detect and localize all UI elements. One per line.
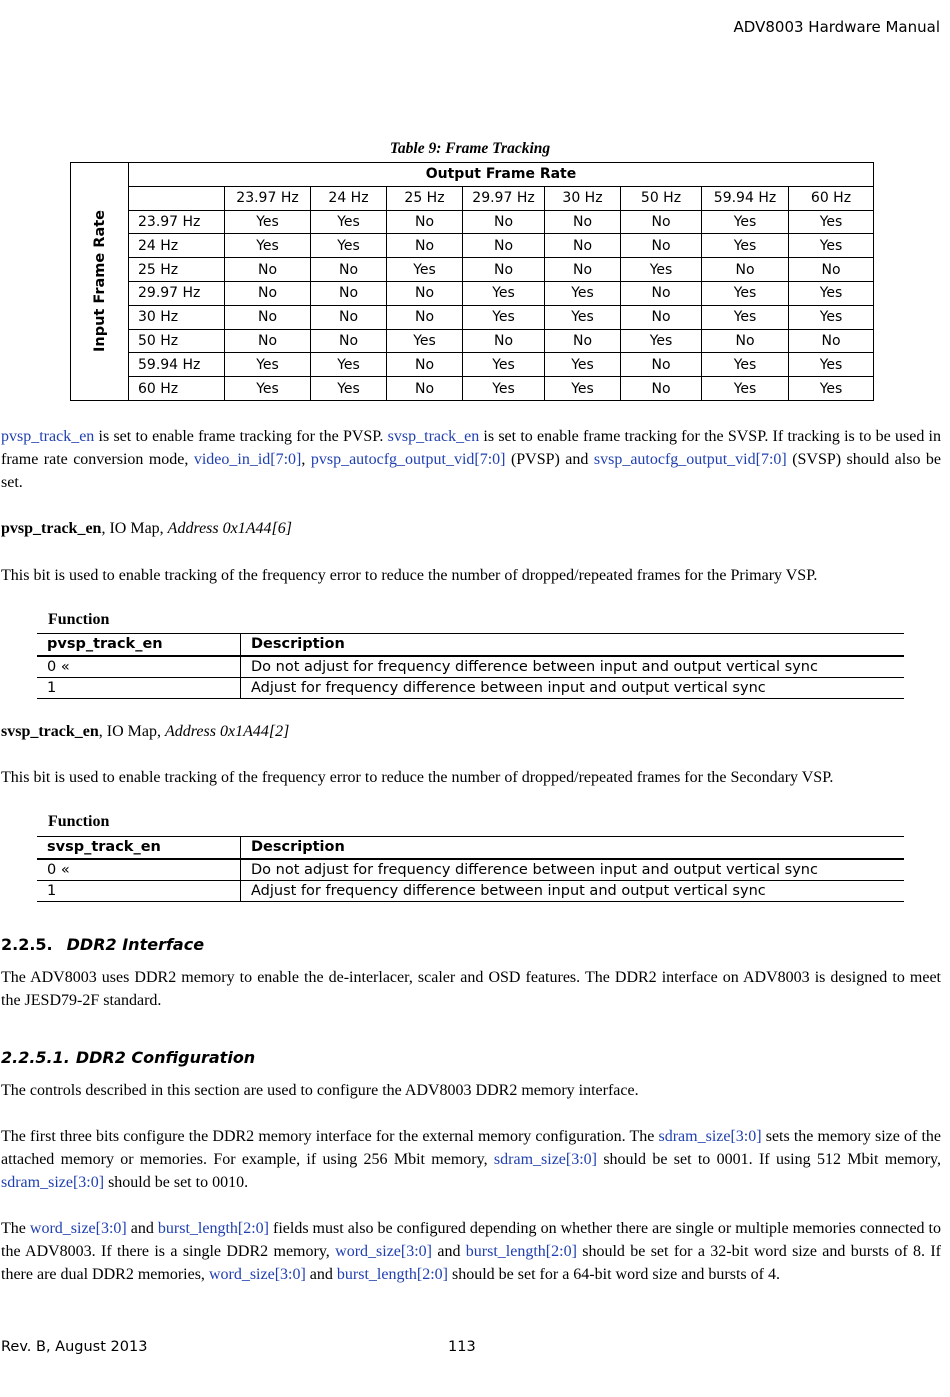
table-cell: No <box>545 210 621 234</box>
section-heading-ddr2-configuration: 2.2.5.1. DDR2 Configuration <box>1 1048 256 1067</box>
table-cell: Yes <box>545 281 621 305</box>
table-row <box>71 210 874 234</box>
link-sdram-size[interactable]: sdram_size[3:0] <box>658 1128 762 1145</box>
function-value: 0 « <box>37 859 241 881</box>
column-header: 30 Hz <box>545 186 621 210</box>
table-cell: Yes <box>789 210 874 234</box>
table-cell: Yes <box>789 305 874 329</box>
table-cell: Yes <box>545 305 621 329</box>
table-cell: Yes <box>225 210 311 234</box>
function-description: Do not adjust for frequency difference between input and output vertical sync <box>241 656 905 678</box>
frame-tracking-table <box>70 162 874 401</box>
row-label: 50 Hz <box>129 329 225 353</box>
table-cell: No <box>621 377 702 401</box>
function-description: Do not adjust for frequency difference between input and output vertical sync <box>241 859 905 881</box>
table-cell: Yes <box>387 329 463 353</box>
table-cell: No <box>311 258 387 282</box>
pvsp-register-heading: pvsp_track_en, IO Map, Address 0x1A44[6] <box>1 520 292 537</box>
function-col-name: svsp_track_en <box>37 837 241 860</box>
table-row <box>71 305 874 329</box>
column-header: 29.97 Hz <box>463 186 545 210</box>
word-size-paragraph: The word_size[3:0] and burst_length[2:0] fields must also be configured depending on whether there are single or multiple memories connected to the ADV8003. If there is a single DDR2 memory, word_size[3:0] and burst_length[2:0] should be set for a 32-bit word size and bursts of 8. If there are dual DDR2 memories, word_size[3:0] and burst_length[2:0] should be set for a 64-bit word size and bursts of 4. <box>1 1220 942 1283</box>
table-cell: No <box>545 258 621 282</box>
table-cell: No <box>545 234 621 258</box>
column-header: 24 Hz <box>311 186 387 210</box>
table-cell: Yes <box>387 258 463 282</box>
table-row <box>71 234 874 258</box>
link-burst-length[interactable]: burst_length[2:0] <box>465 1243 577 1260</box>
pvsp-function-label: Function <box>48 611 110 628</box>
table-header-row <box>71 163 874 187</box>
table-row <box>71 377 874 401</box>
function-table-header <box>37 837 904 860</box>
table-cell: No <box>463 210 545 234</box>
table-cell: Yes <box>789 281 874 305</box>
section-heading-ddr2-interface: 2.2.5. DDR2 Interface <box>1 935 205 954</box>
svsp-function-label: Function <box>48 813 110 830</box>
table-cell: No <box>702 329 789 353</box>
table-cell: No <box>463 329 545 353</box>
table-cell: Yes <box>545 377 621 401</box>
row-label: 30 Hz <box>129 305 225 329</box>
table-cell: No <box>225 281 311 305</box>
table-cell: Yes <box>311 234 387 258</box>
table-row <box>37 678 904 699</box>
table-cell: No <box>225 329 311 353</box>
table-cell: Yes <box>702 377 789 401</box>
input-frame-rate-label: Input Frame Rate <box>71 163 129 401</box>
link-burst-length[interactable]: burst_length[2:0] <box>336 1266 448 1283</box>
table-cell: Yes <box>311 377 387 401</box>
table-cell: Yes <box>311 210 387 234</box>
table-cell: No <box>545 329 621 353</box>
table-cell: No <box>621 353 702 377</box>
table-cell: Yes <box>789 377 874 401</box>
footer-revision: Rev. B, August 2013 <box>1 1339 148 1355</box>
column-header-row <box>71 186 874 210</box>
table-cell: No <box>621 234 702 258</box>
table-cell: No <box>387 210 463 234</box>
row-label: 25 Hz <box>129 258 225 282</box>
function-value: 1 <box>37 881 241 902</box>
table-row <box>71 281 874 305</box>
table-row <box>37 656 904 678</box>
svsp-register-heading: svsp_track_en, IO Map, Address 0x1A44[2] <box>1 723 290 740</box>
table-row <box>71 353 874 377</box>
table-row <box>71 258 874 282</box>
table-cell: Yes <box>463 281 545 305</box>
table-cell: No <box>311 281 387 305</box>
link-word-size[interactable]: word_size[3:0] <box>29 1220 127 1237</box>
table-row <box>71 329 874 353</box>
table-cell: No <box>387 353 463 377</box>
table-cell: Yes <box>311 353 387 377</box>
table-cell: No <box>621 281 702 305</box>
table-cell: Yes <box>702 353 789 377</box>
table-cell: No <box>702 258 789 282</box>
function-col-name: pvsp_track_en <box>37 634 241 657</box>
column-header: 59.94 Hz <box>702 186 789 210</box>
link-sdram-size[interactable]: sdram_size[3:0] <box>493 1151 597 1168</box>
link-word-size[interactable]: word_size[3:0] <box>208 1266 306 1283</box>
table-cell: Yes <box>463 377 545 401</box>
function-col-description: Description <box>241 634 905 657</box>
svsp-function-table <box>37 836 904 902</box>
running-header: ADV8003 Hardware Manual <box>733 18 940 36</box>
link-pvsp-autocfg-output-vid[interactable]: pvsp_autocfg_output_vid[7:0] <box>310 451 506 468</box>
table-cell: Yes <box>702 210 789 234</box>
pvsp-function-table <box>37 633 904 699</box>
table-cell: Yes <box>789 353 874 377</box>
function-description: Adjust for frequency difference between input and output vertical sync <box>241 881 905 902</box>
table-cell: No <box>621 305 702 329</box>
table-cell: No <box>789 258 874 282</box>
table-cell: No <box>387 234 463 258</box>
link-sdram-size[interactable]: sdram_size[3:0] <box>1 1174 105 1191</box>
table-cell: Yes <box>702 281 789 305</box>
ddr2-interface-paragraph: The ADV8003 uses DDR2 memory to enable the de-interlacer, scaler and OSD features. The DDR2 interface on ADV8003 is designed to meet the JESD79-2F standard. <box>1 969 941 1009</box>
link-svsp-autocfg-output-vid[interactable]: svsp_autocfg_output_vid[7:0] <box>593 451 787 468</box>
table-cell: Yes <box>463 305 545 329</box>
table-cell: No <box>311 329 387 353</box>
table-cell: No <box>387 281 463 305</box>
table-cell: Yes <box>702 234 789 258</box>
row-label: 24 Hz <box>129 234 225 258</box>
table-cell: Yes <box>621 258 702 282</box>
function-value: 0 « <box>37 656 241 678</box>
table-cell: Yes <box>702 305 789 329</box>
table-row <box>37 859 904 881</box>
table-cell: No <box>225 258 311 282</box>
function-description: Adjust for frequency difference between input and output vertical sync <box>241 678 905 699</box>
table-cell: No <box>789 329 874 353</box>
table-cell: Yes <box>225 377 311 401</box>
ddr2-configuration-paragraph: The controls described in this section are used to configure the ADV8003 DDR2 memory interface. <box>1 1082 639 1099</box>
link-video-in-id[interactable]: video_in_id[7:0] <box>193 451 302 468</box>
row-label: 60 Hz <box>129 377 225 401</box>
row-label: 29.97 Hz <box>129 281 225 305</box>
table-caption: Table 9: Frame Tracking <box>389 140 551 157</box>
column-header: 23.97 Hz <box>225 186 311 210</box>
table-cell: No <box>621 210 702 234</box>
output-frame-rate-label: Output Frame Rate <box>129 163 874 187</box>
table-cell: Yes <box>545 353 621 377</box>
table-cell: Yes <box>225 353 311 377</box>
link-pvsp-track-en[interactable]: pvsp_track_en <box>1 428 95 445</box>
column-header: 25 Hz <box>387 186 463 210</box>
table-cell: No <box>463 258 545 282</box>
table-cell: Yes <box>621 329 702 353</box>
row-label: 59.94 Hz <box>129 353 225 377</box>
function-col-description: Description <box>241 837 905 860</box>
table-cell: No <box>387 377 463 401</box>
column-header: 60 Hz <box>789 186 874 210</box>
table-cell: Yes <box>789 234 874 258</box>
svsp-description: This bit is used to enable tracking of the frequency error to reduce the number of dropped/repeated frames for the Secondary VSP. <box>1 769 834 786</box>
sdram-size-paragraph: The first three bits configure the DDR2 memory interface for the external memory configuration. The sdram_size[3:0] sets the memory size of the attached memory or memories. For example, if using 256 Mbit memory, sdram_size[3:0] should be set to 0001. If using 512 Mbit memory, sdram_size[3:0] should be set to 0010. <box>1 1128 941 1191</box>
function-value: 1 <box>37 678 241 699</box>
function-table-header <box>37 634 904 657</box>
footer-page-number: 113 <box>448 1339 476 1355</box>
pvsp-description: This bit is used to enable tracking of the frequency error to reduce the number of dropped/repeated frames for the Primary VSP. <box>1 567 818 584</box>
column-header: 50 Hz <box>621 186 702 210</box>
table-cell: Yes <box>225 234 311 258</box>
link-svsp-track-en[interactable]: svsp_track_en <box>387 428 480 445</box>
intro-paragraph: pvsp_track_en is set to enable frame tracking for the PVSP. svsp_track_en is set to enable frame tracking for the SVSP. If tracking is to be used in frame rate conversion mode, video_in_id[7:0], pvsp_autocfg_output_vid[7:0] (PVSP) and svsp_autocfg_output_vid[7:0] (SVSP) should also be set. <box>1 428 942 491</box>
link-burst-length[interactable]: burst_length[2:0] <box>157 1220 269 1237</box>
table-cell: Yes <box>463 353 545 377</box>
table-cell: No <box>387 305 463 329</box>
row-label: 23.97 Hz <box>129 210 225 234</box>
table-row <box>37 881 904 902</box>
table-cell: No <box>311 305 387 329</box>
table-cell: No <box>225 305 311 329</box>
table-cell: No <box>463 234 545 258</box>
link-word-size[interactable]: word_size[3:0] <box>335 1243 432 1260</box>
corner-cell <box>129 186 225 210</box>
